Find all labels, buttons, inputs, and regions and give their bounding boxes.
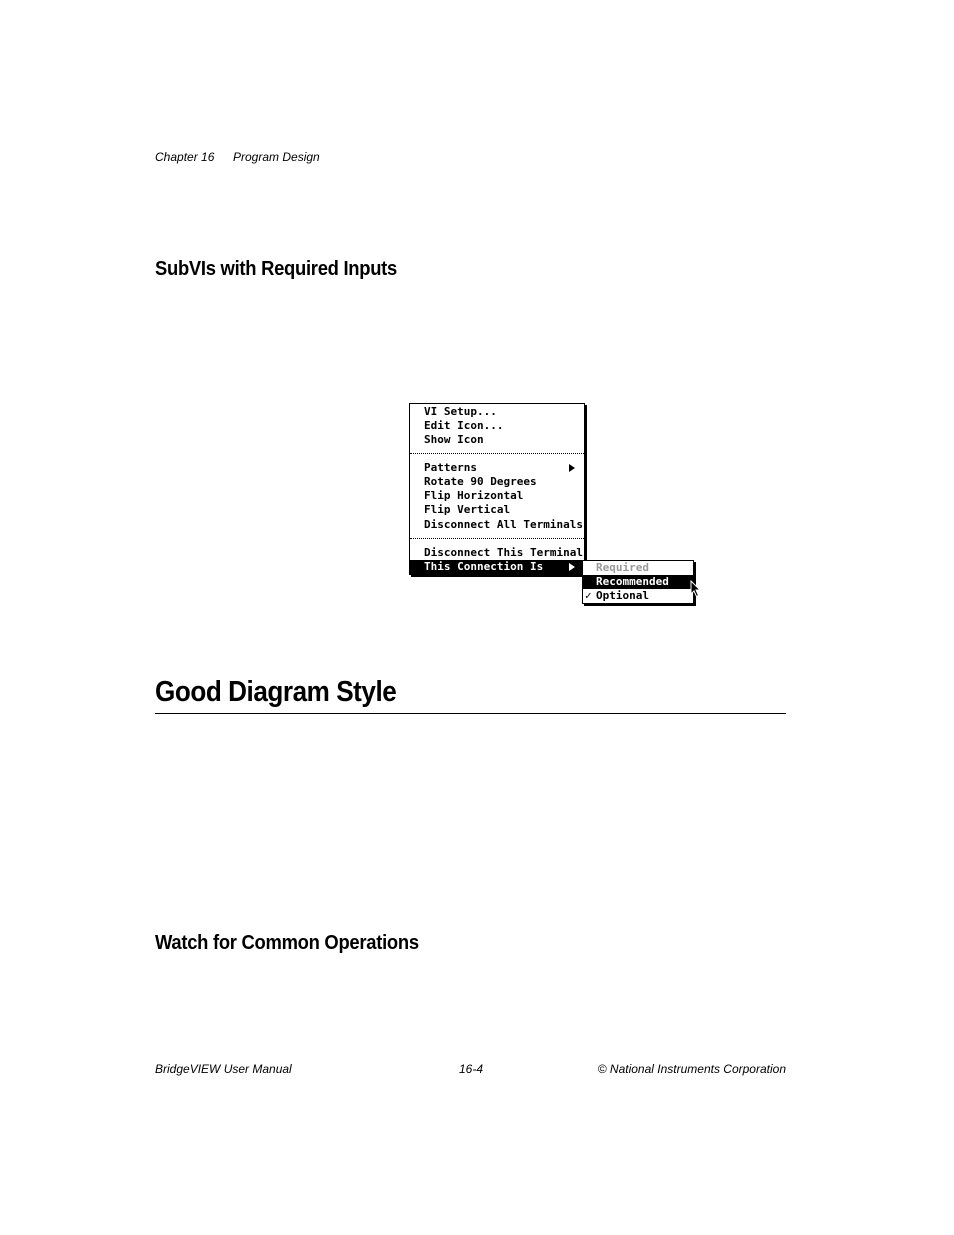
menu-separator	[410, 538, 584, 539]
menu-item-label: Patterns	[424, 461, 477, 474]
menu-separator	[410, 453, 584, 454]
submenu-arrow-icon	[569, 563, 575, 571]
submenu-item-required[interactable]: Required	[596, 561, 649, 574]
section-title: Program Design	[233, 150, 320, 164]
footer-manual-title: BridgeVIEW User Manual	[155, 1062, 292, 1076]
submenu-item-recommended[interactable]: Recommended	[583, 575, 693, 589]
menu-item-vi-setup[interactable]: VI Setup...	[424, 405, 497, 418]
running-header	[155, 150, 320, 164]
footer-page-number: 16-4	[459, 1062, 484, 1076]
footer-copyright: © National Instruments Corporation	[597, 1062, 786, 1076]
menu-item-show-icon[interactable]: Show Icon	[424, 433, 484, 446]
chapter-label: Chapter 16	[155, 150, 215, 164]
menu-item-rotate-90[interactable]: Rotate 90 Degrees	[424, 475, 537, 488]
mouse-pointer-icon	[690, 580, 702, 598]
menu-item-disconnect-this[interactable]: Disconnect This Terminal	[424, 546, 583, 559]
heading-good-diagram-style: Good Diagram Style	[155, 676, 397, 708]
menu-item-edit-icon[interactable]: Edit Icon...	[424, 419, 504, 432]
terminal-popup-menu	[409, 403, 585, 575]
heading-watch-common-operations: Watch for Common Operations	[155, 932, 419, 954]
submenu-item-label: Optional	[596, 589, 649, 602]
heading-rule	[155, 713, 786, 714]
menu-item-this-connection-is[interactable]	[410, 560, 584, 574]
menu-item-label: This Connection Is	[424, 560, 544, 573]
checkmark-icon: ✓	[585, 589, 592, 602]
heading-subvis-required-inputs: SubVIs with Required Inputs	[155, 258, 397, 280]
menu-item-disconnect-all[interactable]: Disconnect All Terminals	[424, 518, 583, 531]
menu-item-patterns[interactable]	[410, 461, 584, 475]
submenu-arrow-icon	[569, 464, 575, 472]
menu-item-flip-horizontal[interactable]: Flip Horizontal	[424, 489, 524, 502]
connection-type-submenu	[582, 560, 694, 604]
menu-item-flip-vertical[interactable]: Flip Vertical	[424, 503, 511, 516]
submenu-item-optional[interactable]	[583, 589, 693, 603]
